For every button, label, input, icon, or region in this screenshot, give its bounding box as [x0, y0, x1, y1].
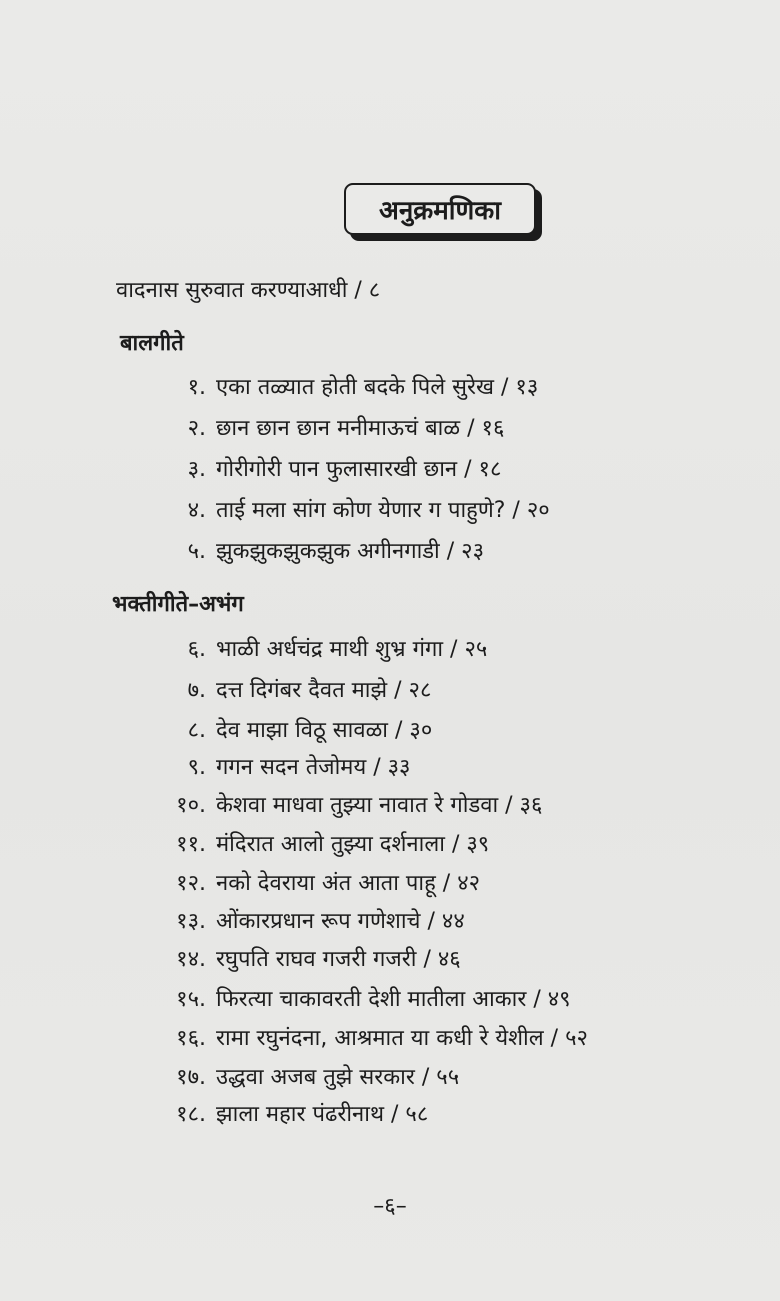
entry-text: ताई मला सांग कोण येणार ग पाहुणे? / २० — [216, 498, 550, 523]
entry-number: १७. — [176, 1065, 206, 1090]
entry-number: १३. — [176, 909, 206, 934]
toc-entry — [160, 496, 550, 526]
entry-text: मंदिरात आलो तुझ्या दर्शनाला / ३९ — [216, 832, 490, 857]
section-title-balgeete: बालगीते — [120, 331, 184, 356]
entry-text: रघुपति राघव गजरी गजरी / ४६ — [216, 947, 461, 972]
entry-number: ८. — [187, 718, 206, 743]
entry-text: उद्धवा अजब तुझे सरकार / ५५ — [216, 1065, 460, 1090]
entry-number: १६. — [176, 1026, 206, 1051]
toc-entry — [160, 537, 484, 567]
toc-entry — [160, 455, 501, 485]
toc-entry — [146, 830, 489, 860]
entry-text: एका तळ्यात होती बदके पिले सुरेख / १३ — [216, 375, 539, 400]
entry-number: ७. — [187, 678, 206, 703]
toc-entry — [160, 676, 431, 706]
entry-number: १२. — [176, 871, 206, 896]
entry-number: ५. — [187, 539, 206, 564]
entry-text: फिरत्या चाकावरती देशी मातीला आकार / ४९ — [216, 987, 571, 1012]
entry-number: १. — [187, 375, 206, 400]
entry-text: दत्त दिगंबर दैवत माझे / २८ — [216, 678, 432, 703]
toc-entry — [146, 1063, 459, 1093]
toc-entry — [146, 985, 571, 1015]
toc-entry — [160, 414, 504, 444]
toc-entry — [146, 869, 480, 899]
contents-heading: अनुक्रमणिका — [378, 196, 502, 226]
entry-text: नको देवराया अंत आता पाहू / ४२ — [216, 871, 481, 896]
entry-text: झुकझुकझुकझुक अगीनगाडी / २३ — [216, 539, 485, 564]
entry-number: १५. — [176, 987, 206, 1012]
toc-entry — [146, 945, 461, 975]
entry-text: झाला महार पंढरीनाथ / ५८ — [216, 1102, 429, 1127]
entry-number: ४. — [187, 498, 206, 523]
toc-entry — [160, 753, 411, 783]
entry-number: २. — [187, 416, 206, 441]
entry-text: ओंकारप्रधान रूप गणेशाचे / ४४ — [216, 909, 465, 934]
entry-text: गोरीगोरी पान फुलासारखी छान / १८ — [216, 457, 502, 482]
toc-entry — [146, 1100, 428, 1130]
entry-text: भाळी अर्धचंद्र माथी शुभ्र गंगा / २५ — [216, 637, 488, 662]
toc-entry — [146, 791, 542, 821]
page-number: –६– — [373, 1194, 407, 1219]
toc-entry — [146, 1024, 588, 1054]
entry-number: ११. — [176, 832, 206, 857]
section-title-bhaktigeete: भक्तीगीते–अभंग — [112, 592, 244, 617]
entry-text: देव माझा विठू सावळा / ३० — [216, 718, 433, 743]
entry-number: ३. — [187, 457, 206, 482]
toc-entry — [160, 373, 538, 403]
entry-number: १८. — [176, 1102, 206, 1127]
entry-number: १०. — [176, 793, 206, 818]
toc-entry — [160, 716, 432, 746]
contents-heading-box — [344, 183, 536, 235]
entry-number: ९. — [187, 755, 206, 780]
entry-number: ६. — [187, 637, 206, 662]
entry-text: केशवा माधवा तुझ्या नावात रे गोडवा / ३६ — [216, 793, 543, 818]
entry-number: १४. — [176, 947, 206, 972]
entry-text: छान छान छान मनीमाऊचं बाळ / १६ — [216, 416, 505, 441]
entry-text: रामा रघुनंदना, आश्रमात या कधी रे येशील / ५२ — [216, 1026, 588, 1051]
toc-entry — [160, 635, 487, 665]
entry-text: गगन सदन तेजोमय / ३३ — [216, 755, 411, 780]
toc-entry — [146, 907, 465, 937]
intro-entry: वादनास सुरुवात करण्याआधी / ८ — [116, 278, 381, 303]
